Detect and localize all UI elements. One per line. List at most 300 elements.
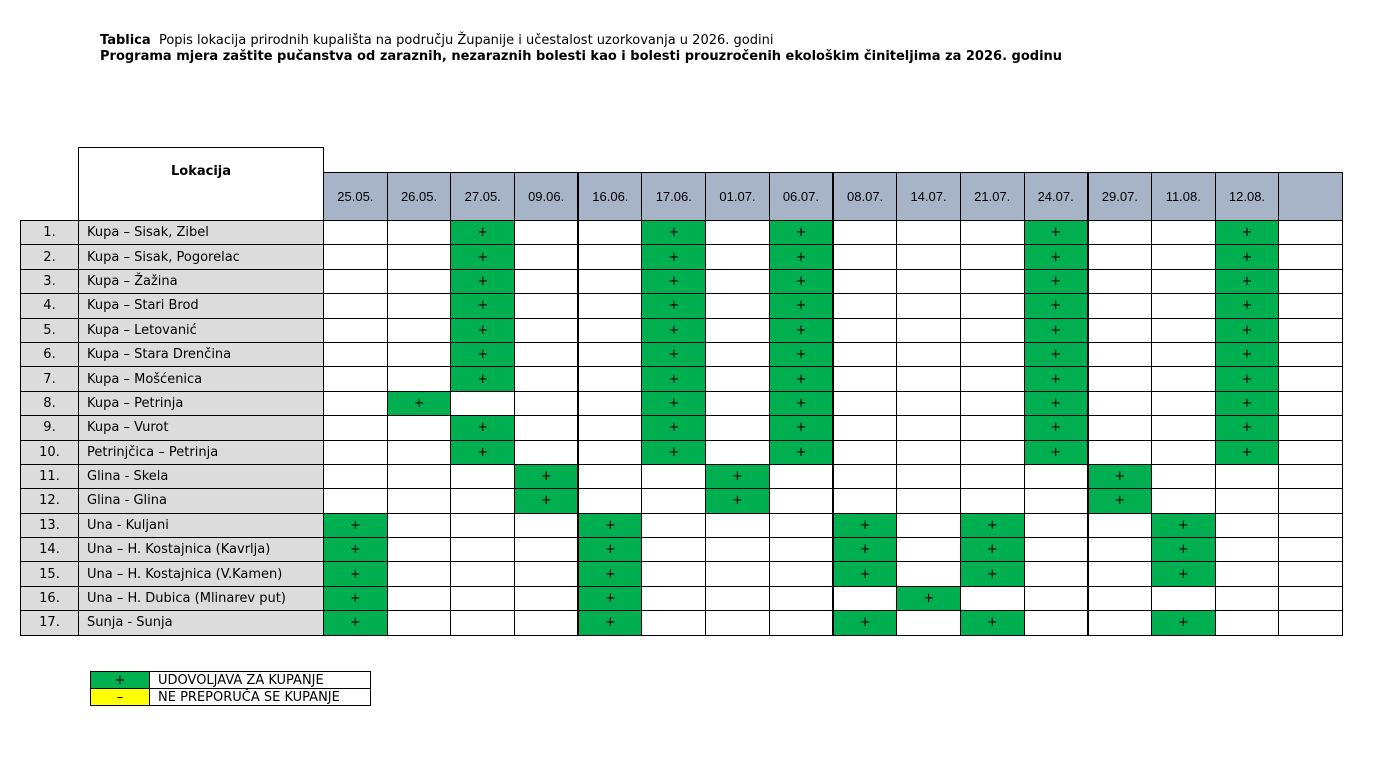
sample-cell-empty	[833, 391, 897, 415]
sample-cell-empty	[578, 294, 642, 318]
sample-cell-empty	[1088, 342, 1152, 366]
sample-cell-empty	[1279, 586, 1343, 610]
sample-cell-empty	[1024, 489, 1088, 513]
sample-cell-empty	[960, 367, 1024, 391]
sample-cell-empty	[578, 464, 642, 488]
header-spacer	[324, 148, 1343, 173]
sample-cell-empty	[833, 367, 897, 391]
row-number: 2.	[21, 245, 79, 269]
sample-mark-positive: +	[960, 562, 1024, 586]
legend-label: NE PREPORUČA SE KUPANJE	[150, 689, 371, 706]
sample-cell-empty	[706, 513, 770, 537]
page-title	[100, 33, 1062, 65]
location-name: Kupa – Sisak, Pogorelac	[79, 245, 324, 269]
sample-cell-empty	[451, 586, 515, 610]
sample-cell-empty	[1215, 538, 1279, 562]
sample-cell-empty	[897, 611, 961, 635]
sample-mark-positive: +	[960, 611, 1024, 635]
sample-mark-positive: +	[451, 221, 515, 245]
title-line2: Programa mjera zaštite pučanstva od zaraznih, nezaraznih bolesti kao i bolesti prouzročenih ekološkim činiteljima za 2026. godinu	[100, 49, 1063, 64]
sample-cell-empty	[1279, 513, 1343, 537]
sample-cell-empty	[897, 464, 961, 488]
sample-cell-empty	[706, 245, 770, 269]
sample-cell-empty	[451, 464, 515, 488]
sample-cell-empty	[1215, 562, 1279, 586]
sample-mark-positive: +	[769, 440, 833, 464]
sample-cell-empty	[515, 416, 579, 440]
date-header: 06.07.	[769, 173, 833, 221]
sample-cell-empty	[833, 464, 897, 488]
sample-cell-empty	[1279, 416, 1343, 440]
sample-mark-positive: +	[642, 391, 706, 415]
sample-cell-empty	[1024, 464, 1088, 488]
sample-cell-empty	[960, 269, 1024, 293]
sample-mark-positive: +	[451, 294, 515, 318]
location-name: Una - Kuljani	[79, 513, 324, 537]
sample-mark-positive: +	[387, 391, 451, 415]
sample-cell-empty	[769, 562, 833, 586]
row-number: 10.	[21, 440, 79, 464]
sample-cell-empty	[324, 294, 388, 318]
sample-mark-positive: +	[451, 245, 515, 269]
sample-cell-empty	[960, 391, 1024, 415]
sample-cell-empty	[960, 440, 1024, 464]
sample-mark-positive: +	[1215, 221, 1279, 245]
date-header: 09.06.	[515, 173, 579, 221]
sample-cell-empty	[1151, 342, 1215, 366]
sample-mark-positive: +	[642, 416, 706, 440]
sample-mark-positive: +	[1151, 562, 1215, 586]
sample-cell-empty	[642, 489, 706, 513]
table-row	[21, 440, 1343, 464]
sample-cell-empty	[324, 318, 388, 342]
sample-cell-empty	[515, 611, 579, 635]
sample-mark-positive: +	[324, 586, 388, 610]
sample-cell-empty	[897, 489, 961, 513]
sample-mark-positive: +	[515, 489, 579, 513]
sample-cell-empty	[515, 391, 579, 415]
sample-mark-positive: +	[706, 464, 770, 488]
sample-cell-empty	[642, 586, 706, 610]
sample-cell-empty	[1279, 221, 1343, 245]
sample-cell-empty	[642, 513, 706, 537]
sample-cell-empty	[324, 245, 388, 269]
sample-cell-empty	[387, 318, 451, 342]
row-number: 17.	[21, 611, 79, 635]
sample-cell-empty	[515, 513, 579, 537]
sample-cell-empty	[387, 586, 451, 610]
sample-mark-positive: +	[1151, 611, 1215, 635]
sample-cell-empty	[387, 489, 451, 513]
sample-mark-positive: +	[769, 245, 833, 269]
sample-cell-empty	[960, 245, 1024, 269]
sample-cell-empty	[897, 221, 961, 245]
location-name: Glina - Skela	[79, 464, 324, 488]
date-header: 27.05.	[451, 173, 515, 221]
sample-mark-positive: +	[1024, 342, 1088, 366]
legend	[90, 671, 371, 706]
sample-mark-positive: +	[1215, 440, 1279, 464]
sample-cell-empty	[578, 367, 642, 391]
row-number: 8.	[21, 391, 79, 415]
table-row	[21, 513, 1343, 537]
sample-cell-empty	[769, 538, 833, 562]
sample-cell-empty	[387, 367, 451, 391]
sample-mark-positive: +	[1215, 367, 1279, 391]
sample-mark-positive: +	[324, 538, 388, 562]
sample-cell-empty	[515, 294, 579, 318]
sample-cell-empty	[1151, 586, 1215, 610]
location-name: Una – H. Dubica (Mlinarev put)	[79, 586, 324, 610]
sample-cell-empty	[387, 513, 451, 537]
sample-cell-empty	[706, 391, 770, 415]
sample-cell-empty	[1215, 586, 1279, 610]
sample-cell-empty	[1088, 562, 1152, 586]
sample-cell-empty	[1279, 318, 1343, 342]
location-name: Kupa – Petrinja	[79, 391, 324, 415]
sample-mark-positive: +	[1024, 318, 1088, 342]
sample-cell-empty	[706, 294, 770, 318]
sample-cell-empty	[706, 611, 770, 635]
sample-cell-empty	[1151, 489, 1215, 513]
sample-cell-empty	[1088, 367, 1152, 391]
sample-cell-empty	[515, 269, 579, 293]
sample-cell-empty	[387, 611, 451, 635]
sample-cell-empty	[387, 538, 451, 562]
title-line1: Popis lokacija prirodnih kupališta na području Županije i učestalost uzorkovanja u 2026. godini	[158, 33, 774, 48]
sample-cell-empty	[1024, 513, 1088, 537]
sample-cell-empty	[833, 440, 897, 464]
sample-mark-positive: +	[451, 440, 515, 464]
sample-cell-empty	[960, 342, 1024, 366]
sample-cell-empty	[897, 269, 961, 293]
legend-swatch: +	[91, 672, 150, 689]
sample-mark-positive: +	[769, 416, 833, 440]
sample-cell-empty	[960, 489, 1024, 513]
sample-cell-empty	[1088, 318, 1152, 342]
sample-cell-empty	[769, 611, 833, 635]
sample-cell-empty	[515, 538, 579, 562]
sample-cell-empty	[451, 562, 515, 586]
table-row	[21, 245, 1343, 269]
sample-cell-empty	[1151, 269, 1215, 293]
sample-cell-empty	[1215, 611, 1279, 635]
sample-cell-empty	[833, 294, 897, 318]
sample-cell-empty	[1279, 562, 1343, 586]
table-row	[21, 221, 1343, 245]
sample-cell-empty	[515, 586, 579, 610]
date-header: 25.05.	[324, 173, 388, 221]
row-number: 15.	[21, 562, 79, 586]
sample-mark-positive: +	[1215, 269, 1279, 293]
sample-cell-empty	[897, 318, 961, 342]
sample-cell-empty	[706, 562, 770, 586]
sample-cell-empty	[706, 586, 770, 610]
sample-cell-empty	[324, 391, 388, 415]
sample-cell-empty	[706, 440, 770, 464]
sample-mark-positive: +	[833, 513, 897, 537]
sample-mark-positive: +	[1215, 294, 1279, 318]
sample-cell-empty	[1151, 245, 1215, 269]
sample-cell-empty	[769, 586, 833, 610]
sample-cell-empty	[578, 318, 642, 342]
sample-cell-empty	[1279, 342, 1343, 366]
sample-cell-empty	[1088, 391, 1152, 415]
sample-mark-positive: +	[1024, 440, 1088, 464]
sample-mark-positive: +	[1088, 489, 1152, 513]
table-row	[21, 538, 1343, 562]
sample-cell-empty	[1024, 611, 1088, 635]
date-header	[1279, 173, 1343, 221]
location-name: Kupa – Stara Drenčina	[79, 342, 324, 366]
sample-mark-positive: +	[769, 391, 833, 415]
sample-mark-positive: +	[769, 342, 833, 366]
table-label: Tablica	[100, 33, 151, 48]
sample-cell-empty	[897, 513, 961, 537]
location-name: Kupa – Žažina	[79, 269, 324, 293]
table-row	[21, 269, 1343, 293]
sample-mark-positive: +	[1024, 391, 1088, 415]
sample-cell-empty	[451, 513, 515, 537]
row-number: 14.	[21, 538, 79, 562]
sample-cell-empty	[324, 221, 388, 245]
sample-mark-positive: +	[769, 269, 833, 293]
sample-cell-empty	[960, 221, 1024, 245]
sample-cell-empty	[578, 245, 642, 269]
sample-cell-empty	[1024, 562, 1088, 586]
sample-cell-empty	[1215, 513, 1279, 537]
sample-cell-empty	[1279, 245, 1343, 269]
sample-cell-empty	[897, 391, 961, 415]
sample-cell-empty	[515, 245, 579, 269]
sample-cell-empty	[1088, 221, 1152, 245]
sample-mark-positive: +	[1151, 538, 1215, 562]
date-header: 26.05.	[387, 173, 451, 221]
location-name: Petrinjčica – Petrinja	[79, 440, 324, 464]
sample-mark-positive: +	[769, 367, 833, 391]
sample-cell-empty	[897, 294, 961, 318]
sample-cell-empty	[960, 318, 1024, 342]
sample-mark-positive: +	[578, 562, 642, 586]
sample-mark-positive: +	[642, 440, 706, 464]
date-header: 01.07.	[706, 173, 770, 221]
sample-cell-empty	[387, 416, 451, 440]
sample-mark-positive: +	[769, 221, 833, 245]
row-number: 13.	[21, 513, 79, 537]
sample-cell-empty	[706, 367, 770, 391]
sample-cell-empty	[1024, 538, 1088, 562]
sample-mark-positive: +	[642, 318, 706, 342]
sample-cell-empty	[706, 269, 770, 293]
sample-cell-empty	[1088, 586, 1152, 610]
sample-mark-positive: +	[833, 538, 897, 562]
row-number: 1.	[21, 221, 79, 245]
sample-cell-empty	[642, 464, 706, 488]
sample-cell-empty	[515, 221, 579, 245]
sample-mark-positive: +	[960, 538, 1024, 562]
sample-cell-empty	[324, 440, 388, 464]
sample-cell-empty	[897, 245, 961, 269]
sample-cell-empty	[642, 538, 706, 562]
table-row	[21, 489, 1343, 513]
sample-cell-empty	[1088, 294, 1152, 318]
table-row	[21, 562, 1343, 586]
sample-cell-empty	[1279, 294, 1343, 318]
sample-cell-empty	[897, 367, 961, 391]
sample-cell-empty	[706, 416, 770, 440]
sample-cell-empty	[1279, 538, 1343, 562]
sample-cell-empty	[897, 538, 961, 562]
sample-cell-empty	[324, 342, 388, 366]
sample-mark-positive: +	[1215, 245, 1279, 269]
sample-cell-empty	[578, 440, 642, 464]
location-name: Sunja - Sunja	[79, 611, 324, 635]
sample-mark-positive: +	[642, 245, 706, 269]
sample-cell-empty	[833, 221, 897, 245]
sample-mark-positive: +	[1024, 416, 1088, 440]
sample-cell-empty	[1279, 440, 1343, 464]
sample-mark-positive: +	[833, 611, 897, 635]
sample-mark-positive: +	[642, 269, 706, 293]
location-header: Lokacija	[79, 148, 324, 221]
sample-cell-empty	[1151, 464, 1215, 488]
sample-cell-empty	[1151, 318, 1215, 342]
sample-cell-empty	[387, 294, 451, 318]
sample-mark-positive: +	[451, 269, 515, 293]
sample-cell-empty	[897, 416, 961, 440]
sample-mark-positive: +	[1024, 294, 1088, 318]
sample-mark-positive: +	[960, 513, 1024, 537]
sample-cell-empty	[515, 318, 579, 342]
sample-mark-positive: +	[1215, 342, 1279, 366]
sampling-table	[20, 147, 1343, 636]
sample-cell-empty	[1151, 416, 1215, 440]
sample-cell-empty	[833, 245, 897, 269]
sample-cell-empty	[960, 464, 1024, 488]
date-header: 16.06.	[578, 173, 642, 221]
sample-mark-positive: +	[769, 294, 833, 318]
location-name: Kupa – Stari Brod	[79, 294, 324, 318]
sample-cell-empty	[387, 269, 451, 293]
sample-cell-empty	[1088, 538, 1152, 562]
sample-cell-empty	[324, 416, 388, 440]
sample-cell-empty	[387, 562, 451, 586]
table-row	[21, 464, 1343, 488]
sample-cell-empty	[1215, 489, 1279, 513]
sample-mark-positive: +	[578, 611, 642, 635]
row-number: 5.	[21, 318, 79, 342]
sample-cell-empty	[642, 611, 706, 635]
sample-cell-empty	[451, 489, 515, 513]
sample-mark-positive: +	[578, 538, 642, 562]
sample-cell-empty	[1279, 391, 1343, 415]
sample-cell-empty	[1151, 221, 1215, 245]
sample-cell-empty	[387, 245, 451, 269]
location-name: Kupa – Vurot	[79, 416, 324, 440]
sample-mark-positive: +	[642, 221, 706, 245]
sample-cell-empty	[960, 416, 1024, 440]
sample-cell-empty	[515, 440, 579, 464]
row-number: 3.	[21, 269, 79, 293]
sample-cell-empty	[706, 318, 770, 342]
sample-mark-positive: +	[1215, 318, 1279, 342]
sample-cell-empty	[578, 269, 642, 293]
sample-mark-positive: +	[578, 586, 642, 610]
location-name: Una – H. Kostajnica (V.Kamen)	[79, 562, 324, 586]
sample-cell-empty	[1151, 391, 1215, 415]
sample-mark-positive: +	[1215, 416, 1279, 440]
sample-cell-empty	[1024, 586, 1088, 610]
date-header: 08.07.	[833, 173, 897, 221]
sample-cell-empty	[1088, 245, 1152, 269]
sample-cell-empty	[387, 221, 451, 245]
sample-cell-empty	[324, 464, 388, 488]
location-name: Glina - Glina	[79, 489, 324, 513]
sample-cell-empty	[960, 294, 1024, 318]
sample-cell-empty	[1088, 440, 1152, 464]
location-name: Kupa – Mošćenica	[79, 367, 324, 391]
sample-cell-empty	[578, 391, 642, 415]
sample-cell-empty	[324, 269, 388, 293]
sample-mark-positive: +	[1024, 269, 1088, 293]
sample-mark-positive: +	[451, 367, 515, 391]
sample-cell-empty	[451, 391, 515, 415]
sample-cell-empty	[706, 221, 770, 245]
sample-cell-empty	[578, 221, 642, 245]
sample-cell-empty	[1215, 464, 1279, 488]
legend-item	[91, 689, 371, 706]
sample-mark-positive: +	[578, 513, 642, 537]
date-header: 11.08.	[1151, 173, 1215, 221]
table-row	[21, 342, 1343, 366]
date-header: 14.07.	[897, 173, 961, 221]
sample-cell-empty	[1279, 367, 1343, 391]
sample-cell-empty	[960, 586, 1024, 610]
sample-mark-positive: +	[324, 611, 388, 635]
sample-cell-empty	[1088, 416, 1152, 440]
legend-swatch: –	[91, 689, 150, 706]
location-name: Kupa – Letovanić	[79, 318, 324, 342]
sample-cell-empty	[1088, 513, 1152, 537]
row-number: 12.	[21, 489, 79, 513]
sample-mark-positive: +	[897, 586, 961, 610]
sample-mark-positive: +	[1215, 391, 1279, 415]
sample-mark-positive: +	[769, 318, 833, 342]
sample-cell-empty	[1279, 611, 1343, 635]
sample-cell-empty	[1151, 367, 1215, 391]
row-number: 7.	[21, 367, 79, 391]
sample-cell-empty	[515, 342, 579, 366]
sample-mark-positive: +	[642, 294, 706, 318]
sample-cell-empty	[706, 342, 770, 366]
sample-mark-positive: +	[642, 342, 706, 366]
sample-cell-empty	[769, 513, 833, 537]
sample-mark-positive: +	[324, 562, 388, 586]
sample-cell-empty	[324, 367, 388, 391]
sample-cell-empty	[1088, 269, 1152, 293]
sample-cell-empty	[833, 416, 897, 440]
table-row	[21, 611, 1343, 635]
sample-mark-positive: +	[1088, 464, 1152, 488]
sample-mark-positive: +	[642, 367, 706, 391]
row-number: 4.	[21, 294, 79, 318]
sample-cell-empty	[1151, 440, 1215, 464]
table-row	[21, 586, 1343, 610]
date-header: 21.07.	[960, 173, 1024, 221]
table-row	[21, 367, 1343, 391]
location-name: Kupa – Sisak, Zibel	[79, 221, 324, 245]
sample-cell-empty	[897, 562, 961, 586]
